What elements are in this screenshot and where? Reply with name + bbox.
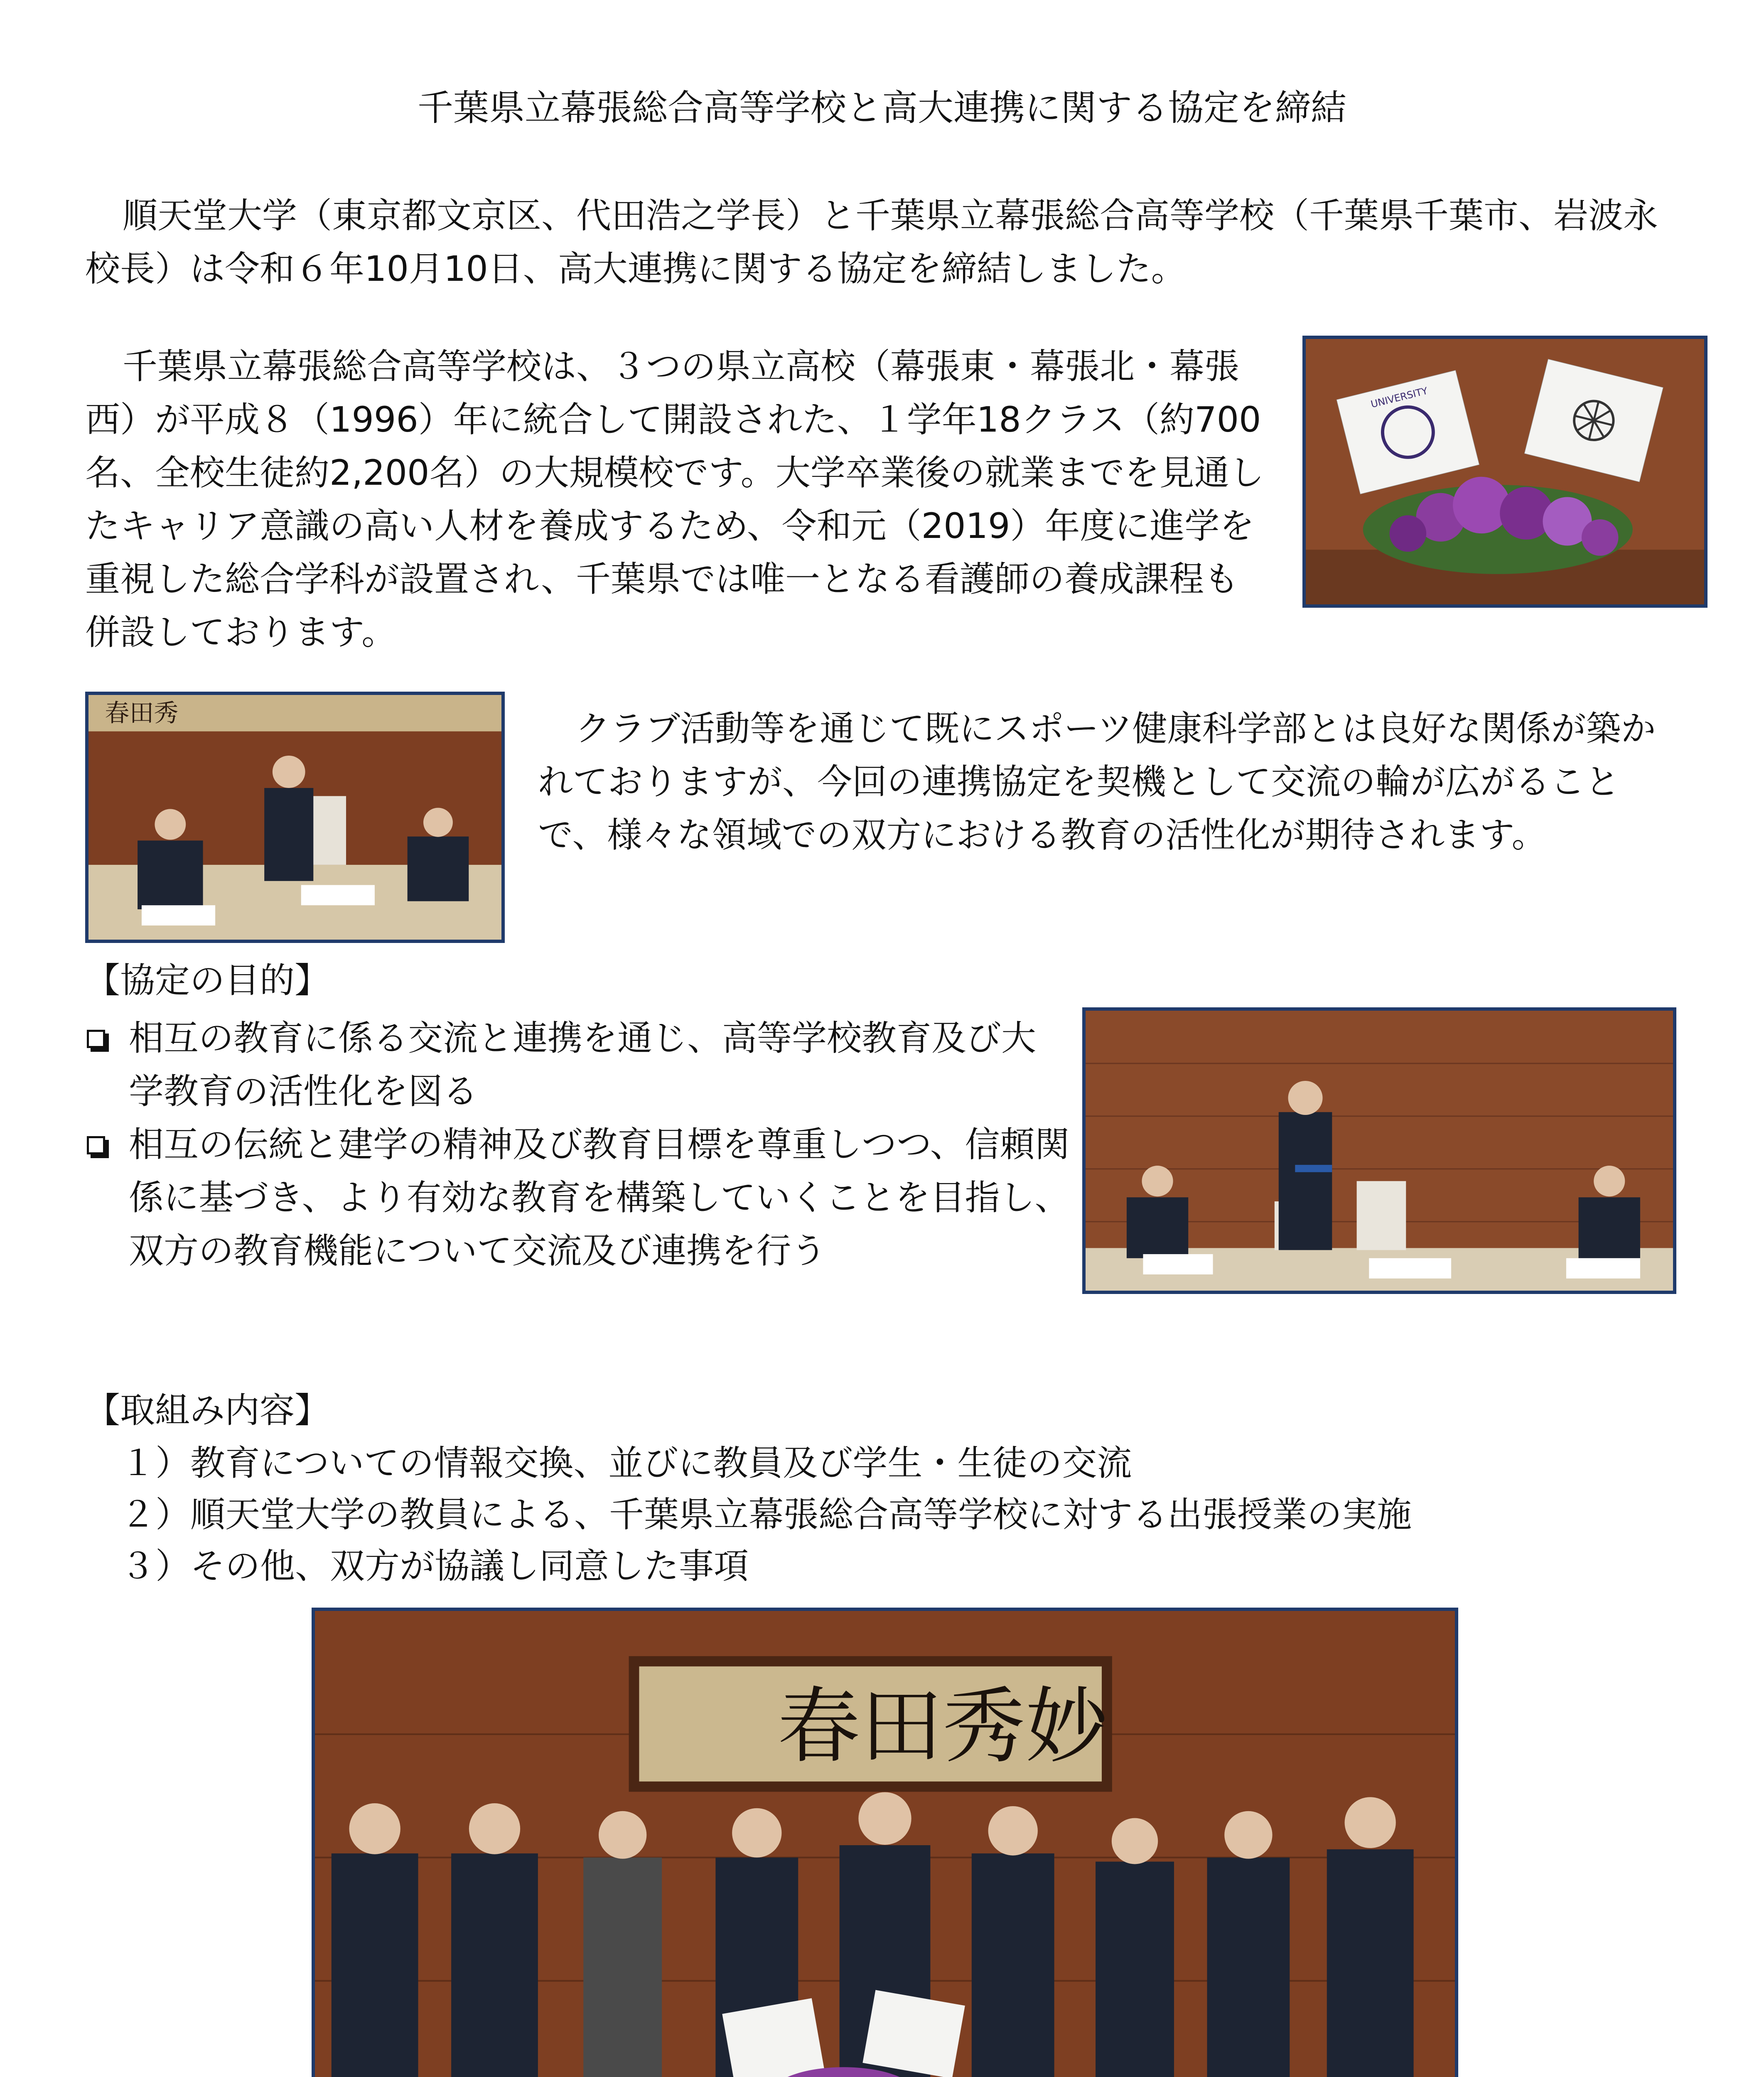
activity-item: ３）その他、双方が協議し同意した事項 <box>120 1546 749 1586</box>
purpose-heading: 【協定の目的】 <box>85 960 330 1001</box>
svg-text:UNIVERSITY: UNIVERSITY <box>1369 385 1429 410</box>
activities-list <box>120 1437 1699 1592</box>
page-title: 千葉県立幕張総合高等学校と高大連携に関する協定を締結 <box>418 87 1346 129</box>
purpose-item-text: 相互の伝統と建学の精神及び教育目標を尊重しつつ、信頼関係に基づき、より有効な教育を構築していくことを目指し、双方の教育機能について交流及び連携を行う <box>129 1124 1070 1271</box>
school-paragraph <box>85 340 1265 659</box>
club-paragraph <box>538 702 1660 862</box>
svg-text:春田秀妙: 春田秀妙 <box>777 1678 1108 1775</box>
photo-flags-flowers <box>1302 336 1707 608</box>
purpose-item <box>85 1011 1070 1118</box>
flags-flowers-image <box>1306 339 1704 604</box>
activities-heading: 【取組み内容】 <box>85 1390 330 1431</box>
checkbox-bullet-icon <box>87 1030 105 1048</box>
photo-meeting-speaker-1 <box>85 692 505 943</box>
purpose-item-text: 相互の教育に係る交流と連携を通じ、高等学校教育及び大学教育の活性化を図る <box>129 1018 1037 1112</box>
club-text: クラブ活動等を通じて既にスポーツ健康科学部とは良好な関係が築かれておりますが、今回の連携協定を契機として交流の輪が広がることで、様々な領域での双方における教育の活性化が期待されます。 <box>538 708 1656 855</box>
intro-paragraph <box>85 189 1660 295</box>
svg-text:春田秀: 春田秀 <box>105 698 179 727</box>
photo-group <box>312 1608 1458 2077</box>
meeting-image-1 <box>88 695 501 940</box>
activity-item: １）教育についての情報交換、並びに教員及び学生・生徒の交流 <box>120 1443 1132 1483</box>
intro-text: 順天堂大学（東京都文京区、代田浩之学長）と千葉県立幕張総合高等学校（千葉県千葉市、岩波永校長）は令和６年10月10日、高大連携に関する協定を締結しました。 <box>85 195 1658 289</box>
photo-meeting-speaker-2 <box>1082 1007 1676 1294</box>
activity-item: ２）順天堂大学の教員による、千葉県立幕張総合高等学校に対する出張授業の実施 <box>120 1494 1412 1535</box>
purpose-list <box>85 1011 1070 1277</box>
school-text: 千葉県立幕張総合高等学校は、３つの県立高校（幕張東・幕張北・幕張西）が平成８（1996）年に統合して開設された、１学年18クラス（約700名、全校生徒約2,200名）の大規模校です。大学卒業後の就業までを見通したキャリア意識の高い人材を養成するため、令和元（2019）年度に進学を重視した総合学科が設置され、千葉県では唯一となる看護師の養成課程も併設しております。 <box>85 346 1264 653</box>
checkbox-bullet-icon <box>87 1136 105 1154</box>
purpose-item <box>85 1118 1070 1277</box>
meeting-image-2 <box>1086 1011 1673 1291</box>
group-photo-image <box>315 1611 1455 2077</box>
